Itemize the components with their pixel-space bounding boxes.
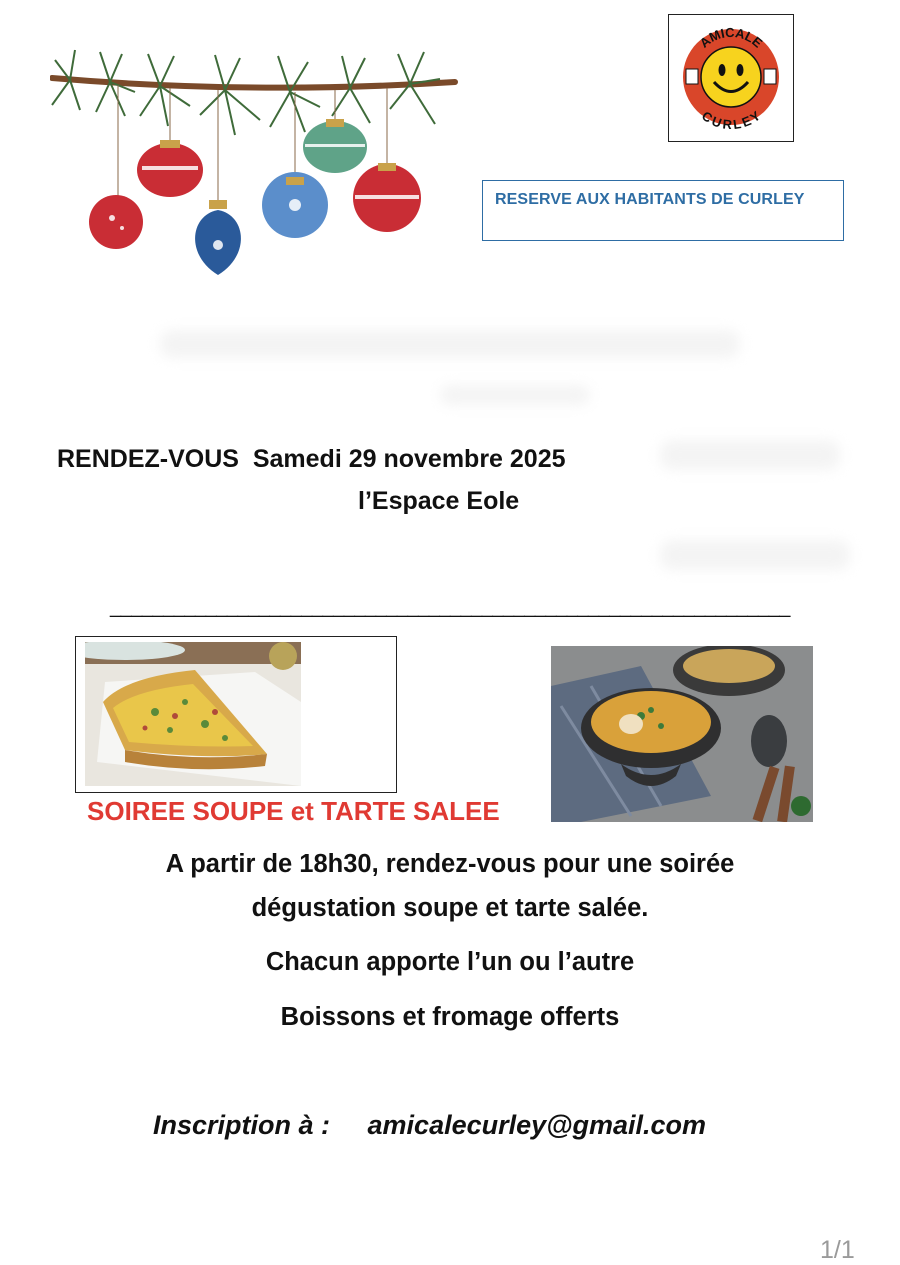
logo-text-bottom: CURLEY (698, 108, 764, 129)
page-counter: 1/1 (820, 1236, 855, 1264)
description-line: A partir de 18h30, rendez-vous pour une soirée (165, 850, 735, 878)
faded-text-remnant (160, 330, 740, 358)
description-line: Boissons et fromage offerts (280, 1003, 620, 1031)
logo-text-top: AMICALE (696, 25, 766, 51)
description-line: dégustation soupe et tarte salée. (251, 894, 649, 922)
smiley-icon (681, 25, 781, 129)
separator-line: ________________________________________________________________ (110, 596, 790, 618)
description-line: Chacun apporte l’un ou l’autre (265, 948, 635, 976)
amicale-curley-logo (668, 14, 794, 142)
christmas-garland-image (50, 40, 460, 285)
event-title: SOIREE SOUPE et TARTE SALEE (87, 796, 500, 826)
rendezvous-place: l’Espace Eole (358, 487, 520, 515)
faded-text-remnant (660, 440, 840, 470)
faded-text-remnant (440, 385, 590, 405)
rendezvous-date: RENDEZ-VOUS Samedi 29 novembre 2025 (57, 445, 566, 473)
reserve-notice-text: RESERVE AUX HABITANTS DE CURLEY (495, 191, 805, 208)
faded-text-remnant (660, 540, 850, 570)
savory-tart-photo (85, 642, 301, 786)
inscription-email: Inscription à : amicalecurley@gmail.com (153, 1110, 707, 1140)
soup-bowls-photo (551, 646, 813, 822)
reserve-notice-box (482, 180, 844, 241)
